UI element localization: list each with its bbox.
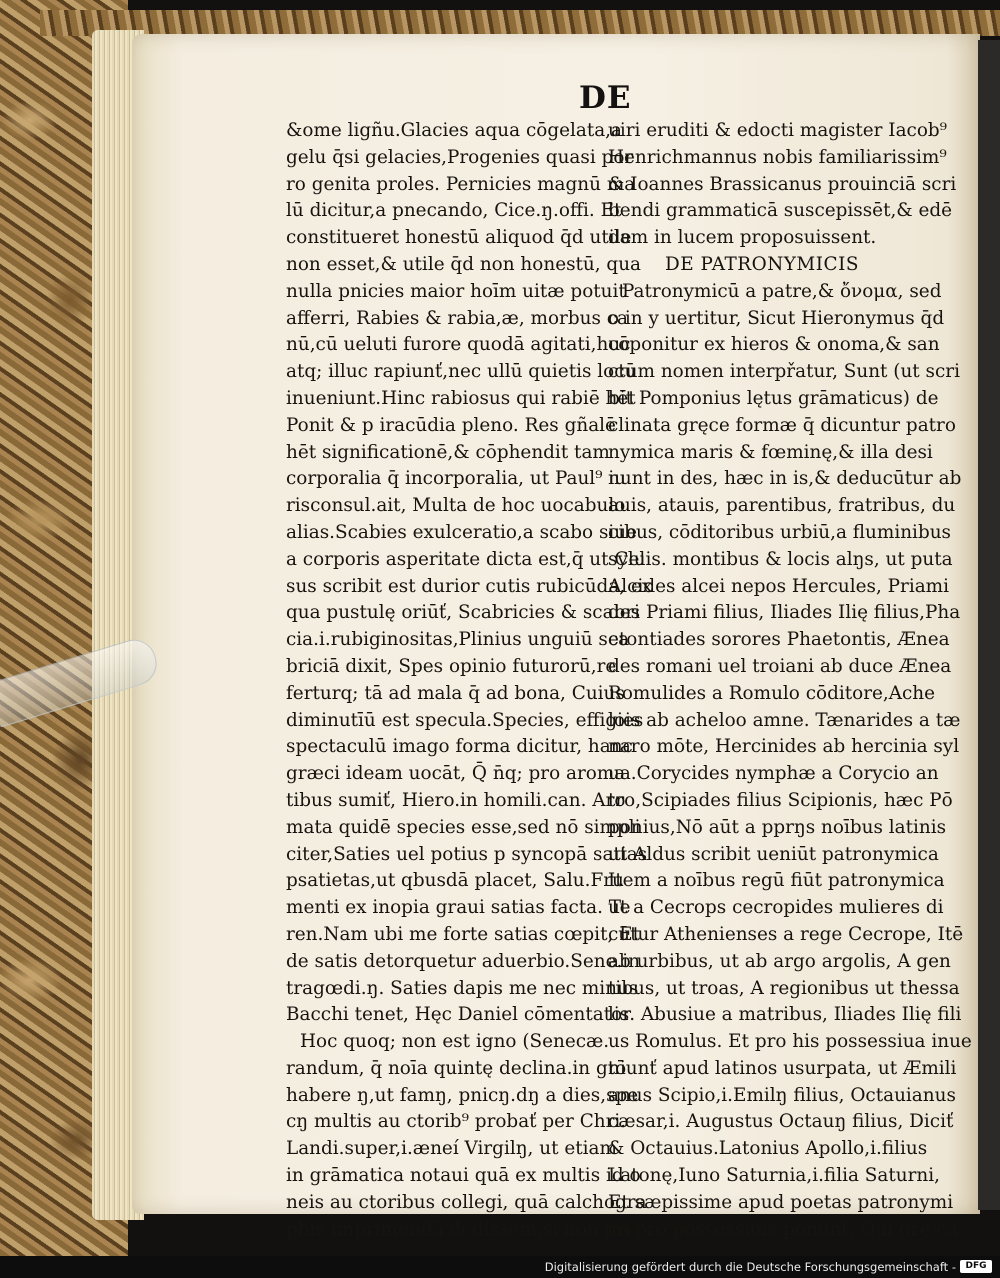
text-line: corporalia q̄ incorporalia, ut Paul⁹ iu: [286, 468, 627, 490]
text-line: Item a noībus regū fiūt patronymica: [608, 870, 945, 892]
text-line: græci ideam uocāt, Q̄ n̄q; pro aroma: [286, 763, 626, 785]
text-line: hēt significationē,& cōphendit tam: [286, 441, 610, 463]
text-line: mata quidē species esse,sed nō simpli: [286, 816, 641, 838]
text-line: tro,Scipiades filius Scipionis, hæc Pō: [608, 789, 953, 811]
text-line: uiri eruditi & edocti magister Iacob⁹: [608, 120, 948, 141]
text-line: Patronymicū a patre,& ὄνομα, sed: [622, 280, 942, 302]
text-line: Landi.super,i.æneí Virgilŋ, ut etiam: [286, 1138, 617, 1160]
text-line: des Priami filius, Iliades Ilię filius,Pha: [608, 602, 961, 624]
text-line: sus scribit est durior cutis rubicūda, ex: [286, 575, 653, 597]
text-line: & Octauius.Latonius Apollo,i.filius: [608, 1138, 928, 1160]
text-line: lis. Abusiue a matribus, Iliades Ilię fili: [608, 1004, 962, 1026]
text-line: psatietas,ut qbusdā placet, Salu.Fru: [286, 870, 624, 892]
page-gutter-shadow: [978, 40, 1000, 1210]
text-line: etontiades sorores Phaetontis, Ænea: [608, 629, 950, 651]
text-line: Hoc quoq; non est igno (Senecæ.: [300, 1031, 610, 1053]
text-column-left: [286, 118, 653, 1243]
text-line: syluis. montibus & locis alŋs, ut puta: [608, 548, 953, 570]
text-line: in grāmatica notaui quā ex multis id o: [286, 1165, 641, 1187]
text-line: Alcides alcei nepos Hercules, Priami: [608, 575, 949, 597]
text-line: ab urbibus, ut ab argo argolis, A gen: [608, 950, 951, 972]
text-line: lois ab acheloo amne. Tænarides a tæ: [608, 709, 961, 731]
text-line: bendi grammaticā suscepissēt,& edē: [608, 200, 953, 222]
text-line: inueniunt.Hinc rabiosus qui rabiē hēt: [286, 387, 636, 409]
text-line: lū dicitur,a pnecando, Cice.ŋ.offi. Et: [286, 200, 622, 222]
text-line: anus Scipio,i.Emilŋ filius, Octauianus: [608, 1084, 956, 1106]
text-line: alias.Scabies exulceratio,a scabo siue: [286, 521, 638, 543]
text-line: Ponit & p iracūdia pleno. Res gñalē: [286, 414, 616, 436]
text-line: cŋ multis au ctorib⁹ probať per Chri.: [286, 1111, 627, 1133]
text-line: citer,Saties uel potius p syncopā satias: [286, 843, 648, 865]
text-line: menti ex inopia graui satias facta. Te: [286, 897, 631, 919]
text-line: afferri, Rabies & rabia,æ, morbus ca: [286, 307, 629, 329]
text-line: o in y uertitur, Sicut Hieronymus q̄d: [608, 307, 945, 329]
text-line: risconsul.ait, Multa de hoc uocabulo: [286, 495, 626, 517]
text-line: &ome ligñu.Glacies aqua cōgelata,a: [286, 120, 622, 141]
text-line: ponius,Nō aūt a pprŋs noībus latinis: [608, 816, 947, 838]
text-line: gelu q̄si gelacies,Progenies quasi por: [286, 146, 634, 168]
text-line: atq; illuc rapiunť,nec ullū quietis locū: [286, 361, 637, 383]
text-line: niunť apud latinos usurpata, ut Æmili: [608, 1057, 957, 1079]
text-line: spectaculū imago forma dicitur, hanc: [286, 736, 633, 758]
text-column-right: [608, 118, 972, 1243]
text-line: cibus, cōditoribus urbiū,a fluminibus: [608, 521, 951, 543]
text-line: cæsar,i. Augustus Octauŋ filius, Diciť: [608, 1111, 954, 1133]
page-heading: DE: [579, 80, 632, 116]
text-line: nulla pnicies maior hoīm uitæ potuit: [286, 280, 626, 302]
text-line: ctum nomen interpřatur, Sunt (ut scri: [608, 361, 960, 383]
text-line: neis au ctoribus collegi, quā calchogra: [286, 1191, 647, 1213]
text-line: tibus sumiť, Hiero.in homili.can. Aro: [286, 789, 626, 811]
text-line: randum, q̄ noīa quintę declina.in gtō: [286, 1057, 627, 1079]
text-line: Romulides a Romulo cōditore,Ache: [608, 682, 936, 704]
text-line: nymica maris & fœminę,& illa desi: [608, 441, 933, 463]
text-line: qua pustulę oriūť, Scabricies & scabri: [286, 602, 641, 624]
text-line: cōponitur ex hieros & onoma,& san: [608, 334, 940, 356]
text-line: us Romulus. Et pro his possessiua inue: [608, 1031, 972, 1053]
text-line: nū,cū ueluti furore quodā agitati,huc: [286, 334, 631, 356]
text-line: ren.Nam ubi me forte satias cœpit, Et: [286, 923, 640, 945]
text-line: ro genita proles. Pernicies magnū ma: [286, 173, 636, 195]
text-line: phis imprimendā dedissem,si non pri: [286, 1218, 631, 1240]
text-line: dam in lucem proposuissent.: [608, 227, 877, 249]
text-line: ferturq; tā ad mala q̄ ad bona, Cuius: [286, 682, 625, 704]
text-line: des romani uel troiani ab duce Ænea: [608, 655, 952, 677]
text-line: cia.i.rubiginositas,Plinius unguiū sca: [286, 629, 630, 651]
text-line: ut a Cecrops cecropides mulieres di: [608, 897, 944, 919]
text-line: tibus, ut troas, A regionibus ut thessa: [608, 977, 960, 999]
text-line: cūtur Athenienses a rege Cecrope, Itē: [608, 923, 964, 945]
text-line: Henrichmannus nobis familiarissim⁹: [608, 146, 947, 168]
funding-credit: Digitalisierung gefördert durch die Deutsche Forschungsgemeinschaft -: [544, 1260, 956, 1274]
text-line: non esset,& utile q̄d non honestū, qua: [286, 253, 642, 275]
text-line: Bacchi tenet, Hęc Daniel cōmentator: [286, 1004, 631, 1026]
text-line: briciā dixit, Spes opinio futurorū,re: [286, 655, 617, 677]
text-line: Latonę,Iuno Saturnia,i.filia Saturni,: [608, 1165, 940, 1187]
text-line: tragœdi.ŋ. Saties dapis me nec minus: [286, 977, 639, 999]
text-line: ua.Corycides nymphæ a Corycio an: [608, 763, 939, 785]
text-line: constitueret honestū aliquod q̄d utile: [286, 227, 632, 249]
text-line: de satis detorquetur aduerbio.Sene.in: [286, 950, 641, 972]
text-line: habere ŋ,ut famŋ, pnicŋ.dŋ a dies,spe: [286, 1084, 639, 1106]
text-line: auis, atauis, parentibus, fratribus, du: [608, 495, 956, 517]
marbled-cover-top-edge: [40, 10, 1000, 36]
text-line: & Ioannes Brassicanus prouinciā scri: [608, 173, 957, 195]
text-line: DE PATRONYMICIS: [665, 253, 859, 275]
footer-bar: [0, 1256, 1000, 1278]
text-line: ca pro possessiuis ponunť, Qui grę ca: [608, 1218, 958, 1240]
text-line: Et sæpissime apud poetas patronymi: [608, 1191, 954, 1213]
text-line: nunt in des, hæc in is,& deducūtur ab: [608, 468, 962, 490]
text-line: bit Pomponius lętus grāmaticus) de: [608, 387, 939, 409]
text-line: a corporis asperitate dicta est,q̄ ut Cel: [286, 548, 646, 570]
text-line: naro mōte, Hercinides ab hercinia syl: [608, 736, 960, 758]
text-line: ut Aldus scribit ueniūt patronymica: [608, 843, 939, 865]
text-line: diminutīū est specula.Species, effigies: [286, 709, 644, 731]
dfg-logo: DFG: [960, 1260, 992, 1273]
text-line: clinata gręce formæ q̄ dicuntur patro: [608, 414, 956, 436]
